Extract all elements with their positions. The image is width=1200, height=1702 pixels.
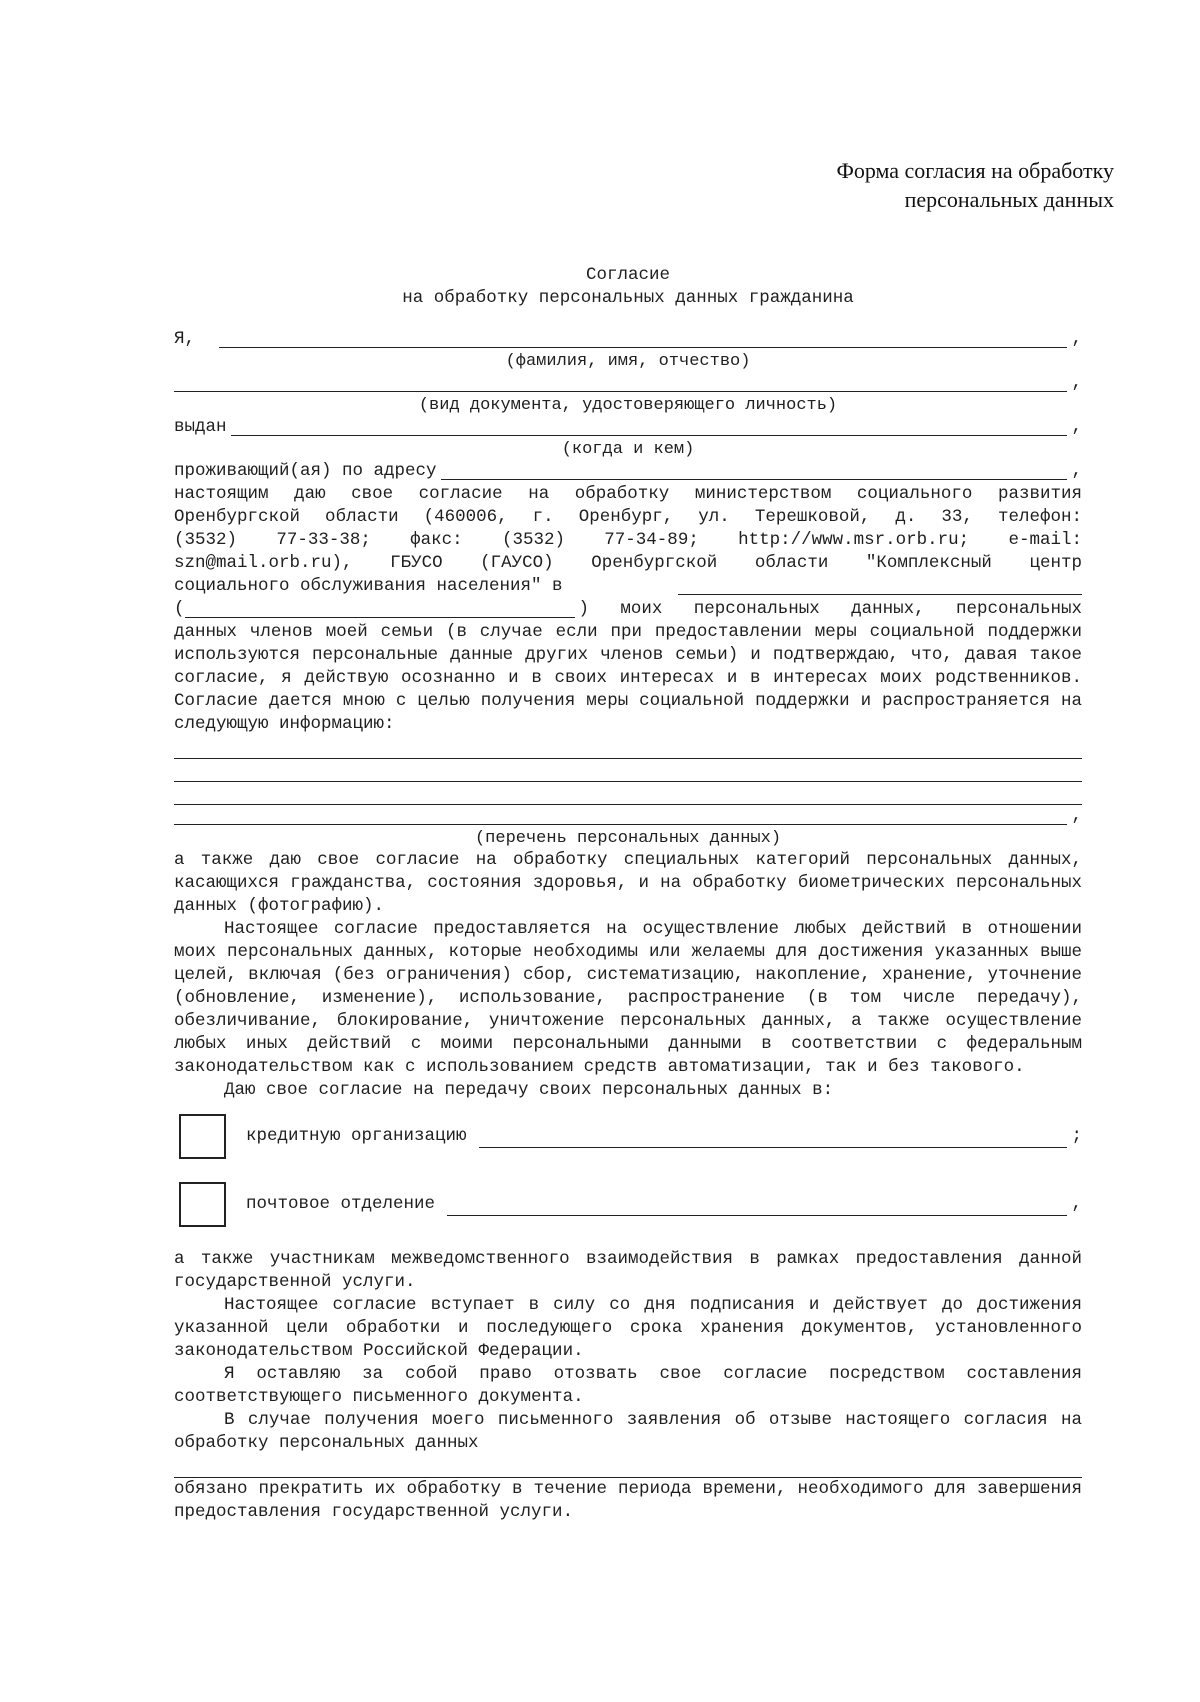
form-header (836, 156, 1114, 214)
issued-row (174, 416, 1082, 439)
post-option-row (174, 1178, 1082, 1230)
address-label: проживающий(ая) по адресу (174, 461, 437, 481)
credit-org-label: кредитную организацию (246, 1125, 467, 1146)
paragraph-3: Настоящее согласие предоставляется на осуществление любых действий в отношении моих персональных данных, которые необходимы или желаемы для достижения указанных выше целей, включая (без ограничения) сбор, систематизацию, накопление, хранение, уточнение (обновление, изменение), использование, распространение (в том числе передачу), обезличивание, блокирование, уничтожение персональных данных, а также осуществление любых иных действий с моими персональными данными в соответствии с федеральным законодательством как с использованием средств автоматизации, так и без такового. (174, 919, 1082, 1077)
issued-caption: (когда и кем) (561, 440, 695, 459)
paragraph-2: а также даю свое согласие на обработку специальных категорий персональных данных, касающихся гражданства, состояния здоровья, и на обработку биометрических персональных данных (фотографию). (174, 850, 1082, 916)
form-header-line-1: Форма согласия на обработку (836, 158, 1114, 183)
credit-org-checkbox[interactable] (179, 1114, 226, 1159)
fio-caption: (фамилия, имя, отчество) (505, 352, 751, 371)
address-field[interactable] (441, 462, 1068, 480)
fio-comma: , (1071, 329, 1082, 349)
paragraph-1-line-6: ) моих персональных данных, персональных (578, 599, 1082, 619)
center-row (174, 575, 1082, 598)
consent-subtitle: на обработку персональных данных гражданина (402, 288, 854, 308)
id-document-field[interactable] (174, 374, 1067, 392)
post-office-field[interactable] (447, 1198, 1067, 1216)
address-row (174, 460, 1082, 483)
revocation-recipient-field[interactable] (174, 1455, 1082, 1478)
fio-row (174, 328, 1082, 351)
address-comma: , (1071, 461, 1082, 481)
form-header-line-2: персональных данных (904, 187, 1114, 212)
paragraph-1-line-3: (3532) 77-33-38; факс: (3532) 77-34-89; http://www.msr.orb.ru; e-mail: (174, 530, 1082, 550)
paragraph-1-line-1: настоящим даю свое согласие на обработку министерством социального развития (174, 484, 1082, 504)
paragraph-6: Я оставляю за собой право отозвать свое согласие посредством составления соответствующего письменного документа. (174, 1364, 1082, 1407)
data-list-line-1[interactable] (174, 736, 1082, 759)
post-office-checkbox[interactable] (179, 1182, 226, 1227)
doc-caption: (вид документа, удостоверяющего личность) (418, 396, 838, 415)
center-paren-row (174, 598, 1082, 621)
consent-body (174, 264, 1082, 1524)
post-office-label: почтовое отделение (246, 1193, 436, 1214)
paragraph-7: В случае получения моего письменного заявления об отзыве настоящего согласия на обработку персональных данных (174, 1410, 1082, 1453)
credit-org-field[interactable] (479, 1130, 1068, 1148)
transfer-intro: Даю свое согласие на передачу своих персональных данных в: (224, 1080, 834, 1100)
center-name-field[interactable] (678, 577, 1082, 595)
paragraph-1-rest: данных членов моей семьи (в случае если при предоставлении меры социальной поддержки используются персональные данные других членов семьи) и подтверждаю, что, давая такое согласие, я действую осознанно и в своих интересах и в интересах моих родственников. Согласие дается мною с целью получения меры социальной поддержки и распространяется на следующую информацию: (174, 622, 1082, 734)
paragraph-1-line-5: социального обслуживания населения" в (174, 576, 563, 596)
fio-field[interactable] (219, 330, 1067, 348)
data-list-line-3[interactable] (174, 782, 1082, 805)
paragraph-1-line-2: Оренбургской области (460006, г. Оренбург, ул. Терешковой, д. 33, телефон: (174, 507, 1082, 527)
data-list-line-4[interactable] (174, 807, 1067, 825)
credit-option-row (174, 1110, 1082, 1162)
ya-label: Я, (174, 329, 196, 349)
doc-row (174, 372, 1082, 395)
credit-semicolon: ; (1071, 1125, 1082, 1146)
data-list-caption: (перечень персональных данных) (474, 829, 782, 848)
issued-label: выдан (174, 417, 227, 437)
paragraph-8: обязано прекратить их обработку в течение периода времени, необходимого для завершения предоставления государственной услуги. (174, 1479, 1082, 1522)
consent-title: Согласие (585, 265, 670, 285)
paragraph-1-line-4: szn@mail.orb.ru), ГБУСО (ГАУСО) Оренбургской области "Комплексный центр (174, 553, 1082, 573)
paragraph-5: Настоящее согласие вступает в силу со дня подписания и действует до достижения указанной цели обработки и последующего срока хранения документов, установленного законодательством Российской Федерации. (174, 1295, 1082, 1361)
center-location-field[interactable] (185, 600, 575, 618)
data-list-row-4 (174, 805, 1082, 828)
data-list-line-2[interactable] (174, 759, 1082, 782)
paragraph-4: а также участникам межведомственного взаимодействия в рамках предоставления данной государственной услуги. (174, 1249, 1082, 1292)
issued-field[interactable] (231, 418, 1068, 436)
paren-open: ( (174, 599, 185, 619)
issued-comma: , (1071, 417, 1082, 437)
data-list-comma: , (1071, 806, 1082, 826)
post-comma: , (1071, 1193, 1082, 1214)
doc-comma: , (1071, 373, 1082, 393)
